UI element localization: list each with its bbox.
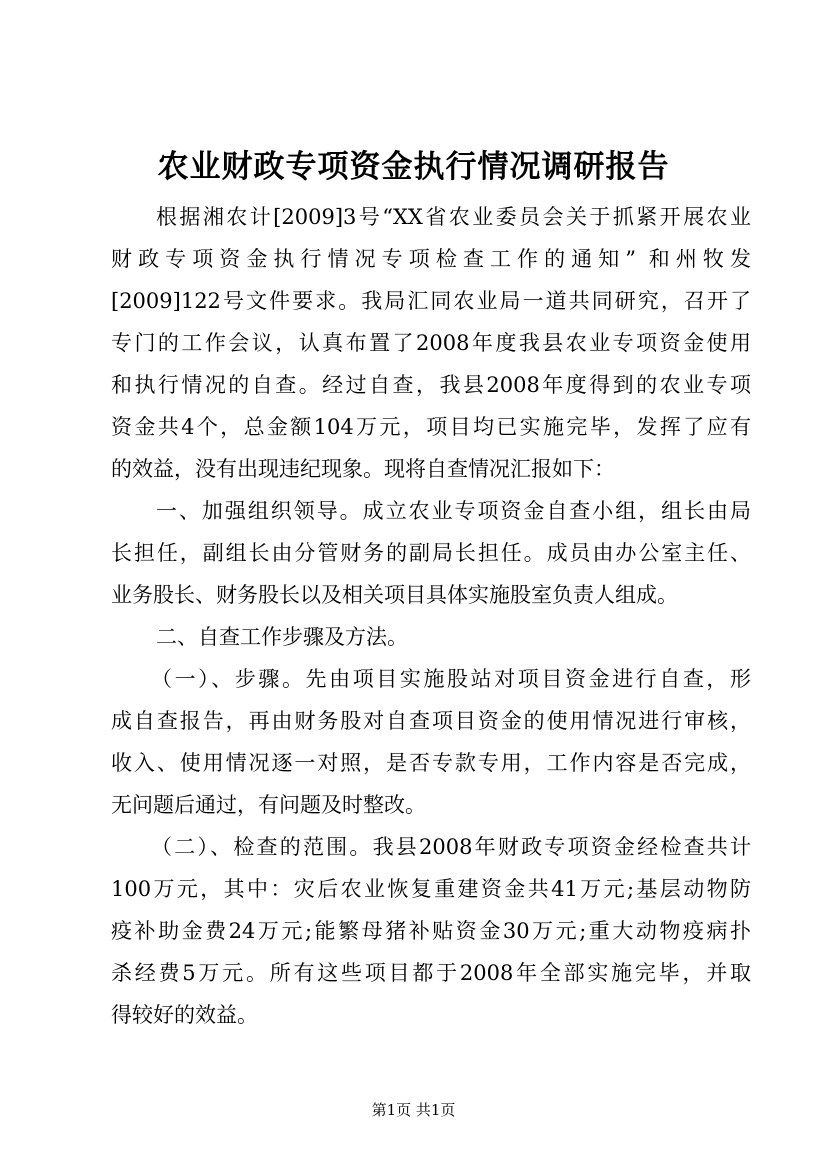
body-line-17: 100万元，其中：灾后农业恢复重建资金共41万元;基层动物防: [111, 877, 751, 901]
document-body: [111, 196, 751, 1036]
body-line-1: 根据湘农计[2009]3号“XX省农业委员会关于抓紧开展农业: [156, 205, 751, 229]
body-line-18: 疫补助金费24万元;能繁母猪补贴资金30万元;重大动物疫病扑: [111, 919, 751, 943]
body-line-2: 财政专项资金执行情况专项检查工作的通知” 和州牧发: [111, 247, 751, 271]
body-line-4: 专门的工作会议，认真布置了2008年度我县农业专项资金使用: [111, 331, 751, 355]
body-line-3: [2009]122号文件要求。我局汇同农业局一道共同研究，召开了: [111, 289, 751, 313]
body-line-10: 业务股长、财务股长以及相关项目具体实施股室负责人组成。: [111, 583, 678, 607]
body-line-16: （二）、检查的范围。我县2008年财政专项资金经检查共计: [151, 835, 751, 859]
body-line-20: 得较好的效益。: [111, 1003, 258, 1027]
body-line-8: 一、加强组织领导。成立农业专项资金自查小组，组长由局: [156, 499, 751, 523]
body-line-14: 收入、使用情况逐一对照，是否专款专用，工作内容是否完成，: [111, 751, 751, 775]
body-line-6: 资金共4个，总金额104万元，项目均已实施完毕，发挥了应有: [111, 415, 751, 439]
body-line-5: 和执行情况的自查。经过自查，我县2008年度得到的农业专项: [111, 373, 751, 397]
document-title: 农业财政专项资金执行情况调研报告: [157, 149, 670, 185]
body-line-9: 长担任，副组长由分管财务的副局长担任。成员由办公室主任、: [111, 541, 751, 565]
body-line-12: （一）、步骤。先由项目实施股站对项目资金进行自查，形: [151, 667, 751, 691]
body-line-11: 二、自查工作步骤及方法。: [156, 625, 408, 649]
body-line-19: 杀经费5万元。所有这些项目都于2008年全部实施完毕，并取: [111, 961, 751, 985]
body-line-15: 无问题后通过，有问题及时整改。: [111, 793, 426, 817]
body-line-7: 的效益，没有出现违纪现象。现将自查情况汇报如下：: [111, 457, 615, 481]
page-footer: 第1页 共1页: [371, 1101, 456, 1119]
body-line-13: 成自查报告，再由财务股对自查项目资金的使用情况进行审核，: [111, 709, 751, 733]
